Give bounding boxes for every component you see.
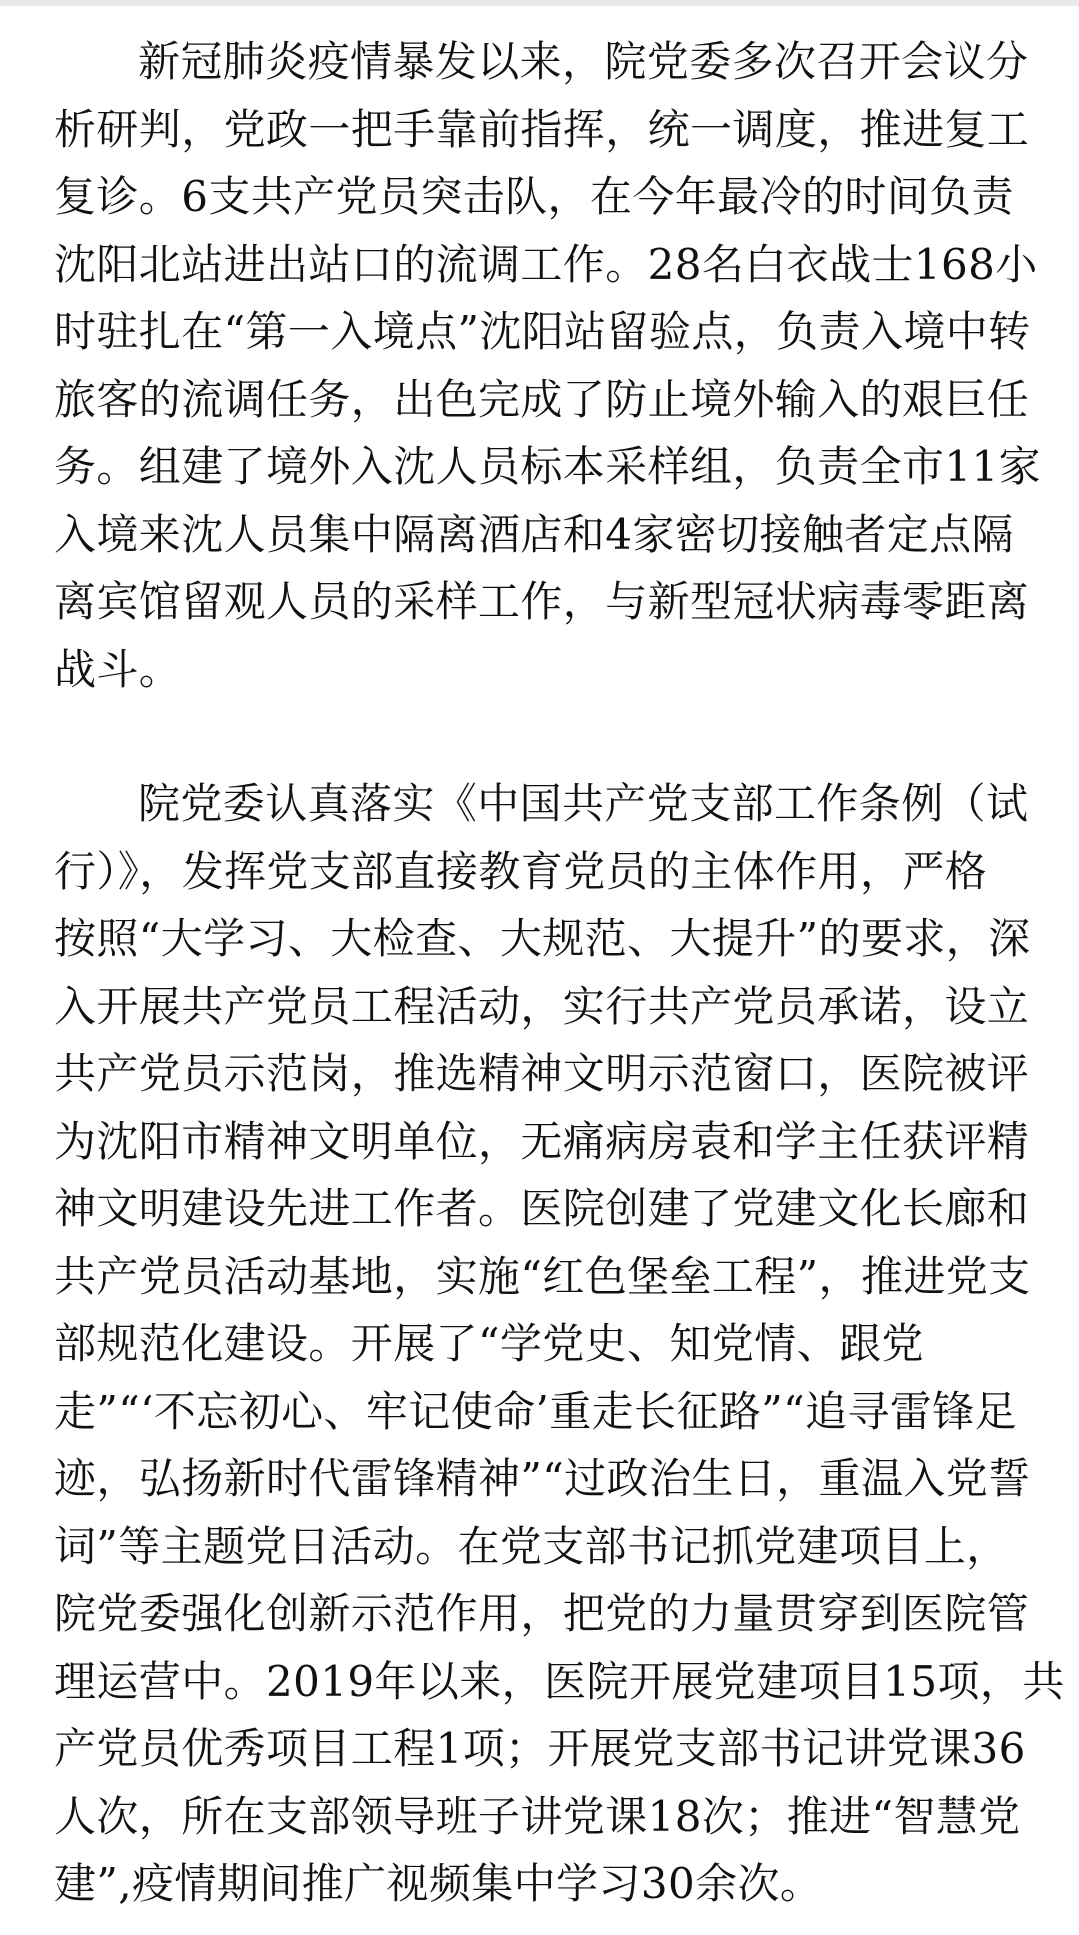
text-line: 共产党员活动基地，实施“红色堡垒工程”，推进党支 (54, 1251, 1031, 1301)
text-line: 神文明建设先进工作者。医院创建了党建文化长廊和 (54, 1184, 1030, 1233)
text-line: 共产党员示范岗，推选精神文明示范窗口，医院被评 (54, 1049, 1030, 1098)
text-line: 战斗。 (54, 644, 182, 694)
article-body (54, 28, 1065, 1918)
text-line: 院党委强化创新示范作用，把党的力量贯穿到医院管 (54, 1589, 1030, 1638)
text-line: 建”,疫情期间推广视频集中学习30余次。 (54, 1859, 823, 1908)
text-line: 理运营中。2019年以来，医院开展党建项目15项，共 (54, 1656, 1065, 1706)
text-line: 新冠肺炎疫情暴发以来，院党委多次召开会议分 (138, 37, 1029, 86)
text-line: 入境来沈人员集中隔离酒店和4家密切接触者定点隔 (54, 509, 1014, 559)
text-line: 沈阳北站进出站口的流调工作。28名白衣战士168小 (54, 239, 1038, 289)
text-line: 务。组建了境外入沈人员标本采样组，负责全市11家 (54, 442, 1042, 491)
text-line: 人次，所在支部领导班子讲党课18次；推进“智慧党 (54, 1791, 1021, 1841)
text-line: 入开展共产党员工程活动，实行共产党员承诺，设立 (54, 981, 1030, 1031)
text-line: 按照“大学习、大检查、大规范、大提升”的要求，深 (54, 914, 1031, 963)
text-line: 产党员优秀项目工程1项；开展党支部书记讲党课36 (54, 1724, 1026, 1773)
text-line: 旅客的流调任务，出色完成了防止境外输入的艰巨任 (54, 374, 1030, 424)
text-line: 为沈阳市精神文明单位，无痛病房袁和学主任获评精 (54, 1116, 1030, 1166)
paragraph-spacer (54, 703, 1026, 770)
text-line: 析研判，党政一把手靠前指挥，统一调度，推进复工 (54, 104, 1030, 154)
text-line: 部规范化建设。开展了“学党史、知党情、跟党 (54, 1319, 924, 1368)
text-line: 时驻扎在“第一入境点”沈阳站留验点，负责入境中转 (54, 307, 1031, 356)
text-line: 走”“‘不忘初心、牢记使命’重走长征路”“追寻雷锋足 (54, 1386, 1017, 1436)
text-line: 行）》，发挥党支部直接教育党员的主体作用，严格 (54, 846, 988, 896)
top-edge-strip (0, 0, 1079, 6)
paragraph-party-building (54, 770, 1065, 1918)
text-line: 迹，弘扬新时代雷锋精神”“过政治生日，重温入党誓 (54, 1454, 1031, 1503)
paragraph-epidemic-response (54, 28, 1042, 703)
text-line: 院党委认真落实《中国共产党支部工作条例（试 (138, 779, 1029, 828)
text-line: 词”等主题党日活动。在党支部书记抓党建项目上， (54, 1521, 1009, 1571)
text-line: 复诊。6支共产党员突击队，在今年最冷的时间负责 (54, 172, 1014, 221)
text-line: 离宾馆留观人员的采样工作，与新型冠状病毒零距离 (54, 577, 1030, 626)
